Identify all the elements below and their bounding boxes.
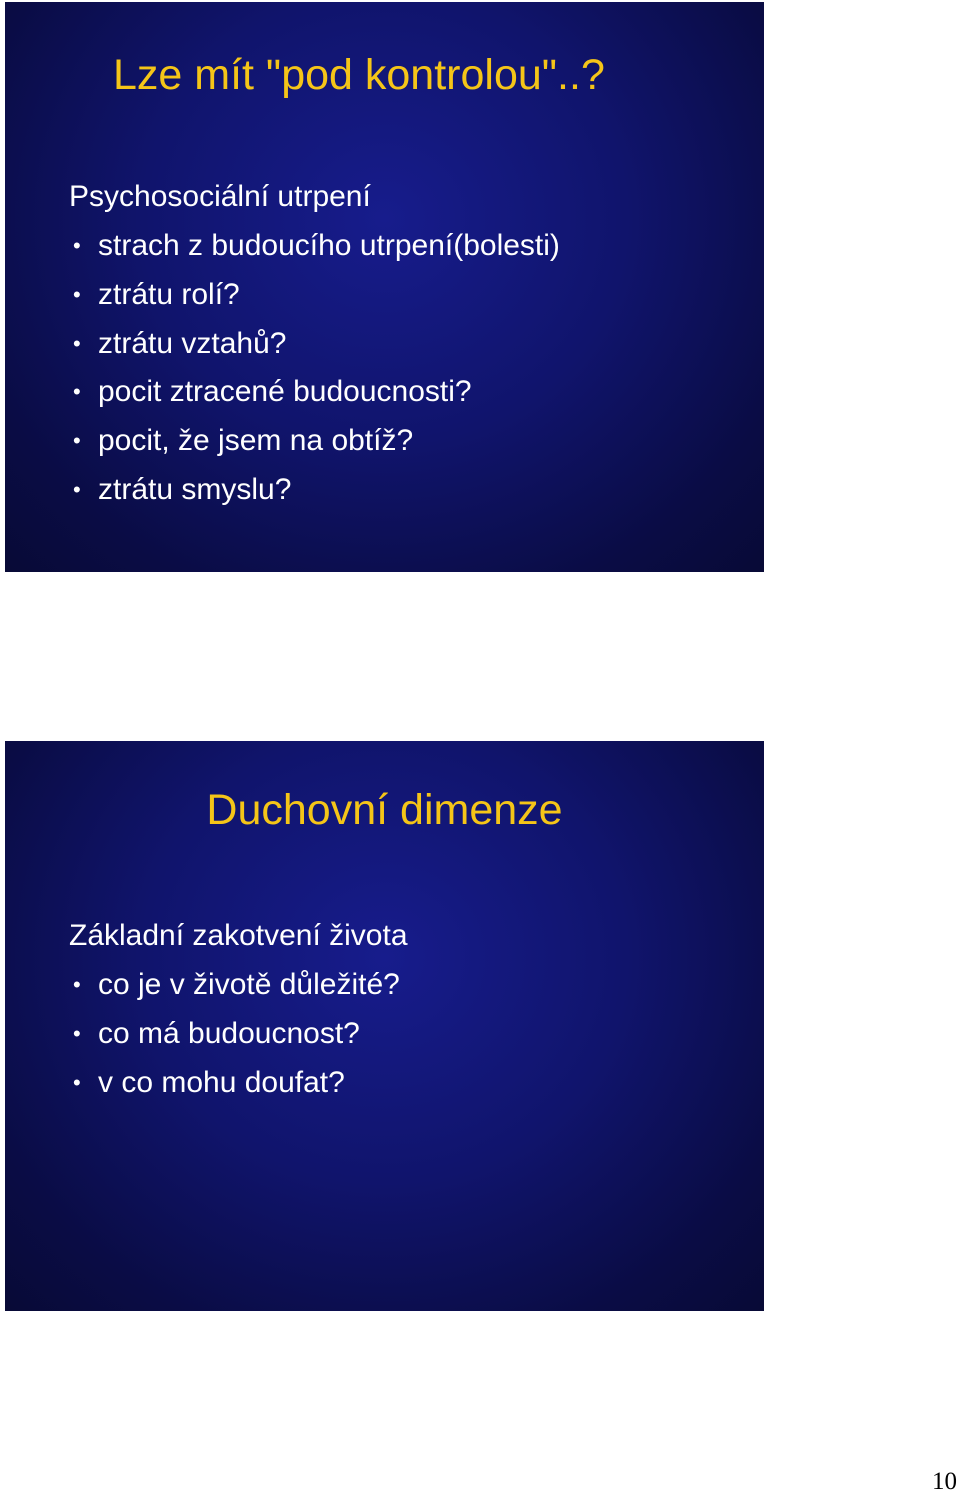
slide-body (69, 911, 408, 1107)
bullet-icon: • (73, 1069, 81, 1095)
bullet-text: v co mohu doufat? (98, 1065, 345, 1099)
bullet-text: co je v životě důležité? (98, 968, 400, 1001)
slide-2 (5, 741, 764, 1311)
bullet-icon: • (73, 972, 81, 997)
bullet-text: ztrátu rolí? (98, 277, 240, 311)
bullet-icon: • (73, 1020, 81, 1046)
bullet-icon: • (73, 281, 81, 307)
bullet-item (69, 1010, 408, 1059)
bullet-icon: • (73, 379, 81, 405)
bullet-icon: • (73, 476, 81, 502)
slide-title: Duchovní dimenze (206, 786, 563, 834)
bullet-text: ztrátu smyslu? (98, 472, 292, 506)
bullet-item (69, 271, 560, 320)
page-number: 10 (932, 1468, 957, 1495)
bullet-item (69, 368, 560, 417)
bullet-item (69, 222, 560, 271)
slide-body (69, 172, 560, 515)
bullet-item (69, 1059, 408, 1108)
bullet-icon: • (73, 330, 81, 356)
bullet-item (69, 961, 408, 1010)
bullet-list (69, 961, 408, 1107)
bullet-text: pocit, že jsem na obtíž? (98, 424, 414, 458)
bullet-icon: • (73, 233, 81, 258)
bullet-icon: • (73, 428, 81, 454)
bullet-text: pocit ztracené budoucnosti? (98, 375, 472, 409)
slide-1 (5, 2, 764, 572)
bullet-text: co má budoucnost? (98, 1016, 360, 1050)
slide-lead-text: Psychosociální utrpení (69, 180, 371, 213)
bullet-item (69, 417, 560, 466)
bullet-text: ztrátu vztahů? (98, 326, 287, 360)
bullet-item (69, 466, 560, 515)
slide-title: Lze mít "pod kontrolou"..? (113, 51, 605, 99)
bullet-list (69, 222, 560, 515)
slide-lead-text: Základní zakotvení života (69, 919, 408, 952)
bullet-item (69, 320, 560, 369)
bullet-text: strach z budoucího utrpení(bolesti) (98, 229, 560, 262)
